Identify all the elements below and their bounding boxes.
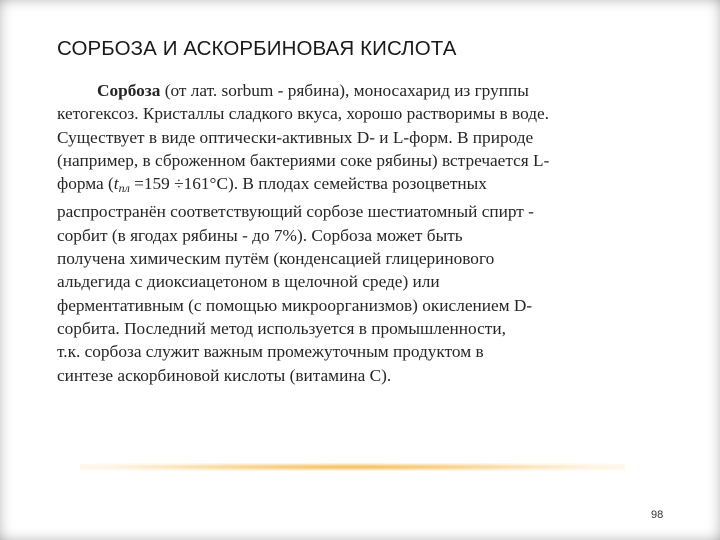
slide-title: СОРБОЗА И АСКОРБИНОВАЯ КИСЛОТА — [57, 37, 457, 60]
page-number: 98 — [651, 509, 664, 521]
line-1-text: (от лат. sorbum - рябина), моносахарид из группы — [160, 81, 529, 100]
paragraph-line-5 — [57, 172, 677, 200]
paragraph-line-7: сорбит (в ягодах рябины - до 7%). Сорбоза может быть — [57, 225, 463, 245]
paragraph-line-8: получена химическим путём (конденсацией глицеринового — [57, 249, 495, 269]
melting-temp-subscript: пл — [118, 181, 130, 196]
term-sorbose: Сорбоза — [97, 81, 161, 100]
paragraph-line-13: синтезе аскорбиновой кислоты (витамина С). — [57, 365, 392, 385]
paragraph-line-11: сорбита. Последний метод используется в промышленности, — [57, 318, 506, 338]
paragraph-line-10: ферментативным (с помощью микроорганизмов) окислением D- — [57, 295, 533, 315]
paragraph-line-4: (например, в сброженном бактериями соке рябины) встречается L- — [57, 150, 550, 170]
paragraph-line-1 — [57, 79, 677, 102]
decorative-divider — [80, 463, 625, 471]
line-5-start: форма ( — [57, 174, 114, 194]
paragraph-line-2: кетогексоз. Кристаллы сладкого вкуса, хорошо растворимы в воде. — [57, 104, 549, 124]
paragraph-line-3: Существует в виде оптически-активных D- и L-форм. В природе — [57, 127, 534, 147]
paragraph-line-6: распространён соответствующий сорбозе шестиатомный спирт - — [57, 202, 534, 222]
melting-temp-symbol: t — [113, 174, 119, 194]
paragraph-line-9: альдегида с диоксиацетоном в щелочной среде) или — [57, 272, 440, 292]
paragraph-line-12: т.к. сорбоза служит важным промежуточным продуктом в — [57, 342, 484, 362]
line-5-end: =159 ÷161°С). В плодах семейства розоцветных — [129, 174, 487, 194]
body-paragraph — [57, 79, 677, 387]
